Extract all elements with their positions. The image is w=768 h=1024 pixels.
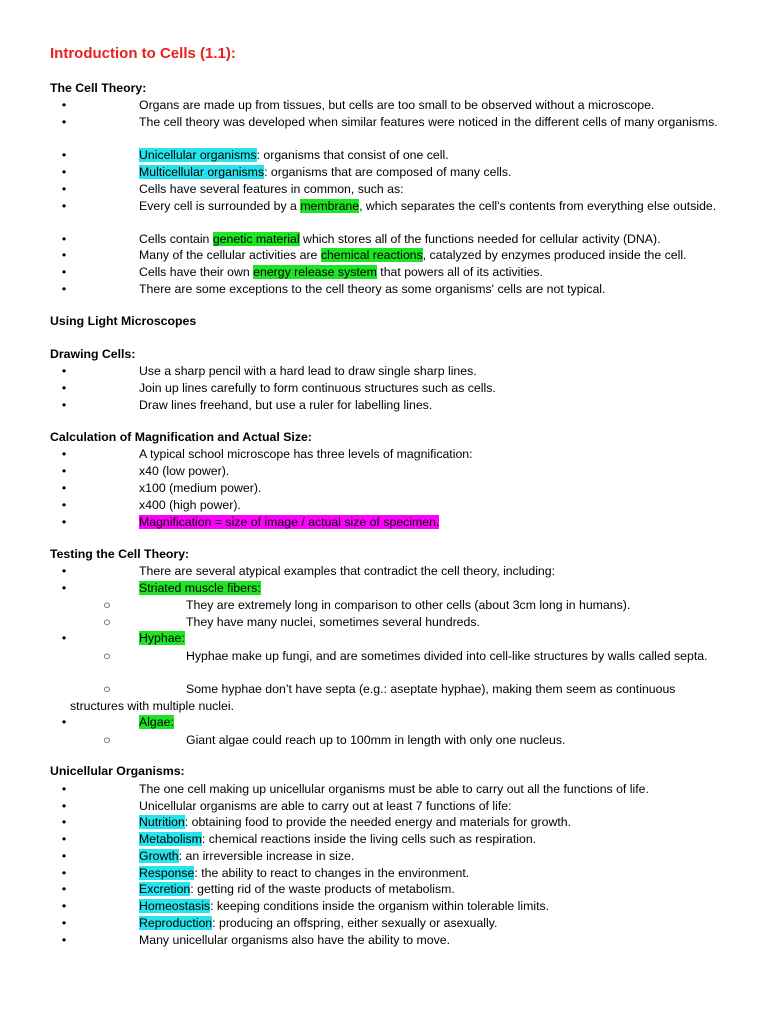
bullet-marker: • [61,148,67,162]
list-item: • The one cell making up unicellular organisms must be able to carry out all the functions of life. [50,781,722,798]
bullet-marker: • [61,882,67,896]
list-item [50,714,722,731]
bullet-marker: • [61,782,67,796]
bullet-marker: • [61,799,67,813]
bullet-marker: • [61,631,67,645]
bullet-marker: • [61,115,67,129]
list-item: • Excretion: getting rid of the waste products of metabolism. [50,881,722,898]
highlighted-term: Striated muscle fibers: [139,581,261,595]
bullet-marker: • [61,899,67,913]
sub-bullet-marker: ○ [103,598,111,612]
highlighted-term: Unicellular organisms [139,148,257,162]
list-item: • Homeostasis: keeping conditions inside the organism within tolerable limits. [50,898,722,915]
highlighted-term: Reproduction [139,916,213,930]
list-item: • A typical school microscope has three levels of magnification: [50,446,722,463]
list-item: • Reproduction: producing an offspring, either sexually or asexually. [50,915,722,932]
list-item: • Organs are made up from tissues, but cells are too small to be observed without a microscope. [50,97,722,114]
highlighted-term: membrane [300,199,360,213]
section-heading-testing: Testing the Cell Theory: [50,547,190,561]
sub-list-item: ○ Some hyphae don’t have septa (e.g.: aseptate hyphae), making them seem as continuous structures with multiple nuclei. [70,682,676,713]
bullet-marker: • [61,715,67,729]
list-item: • Unicellular organisms are able to carry out at least 7 functions of life: [50,798,722,815]
highlighted-term: Algae: [139,715,174,729]
bullet-marker: • [61,199,67,213]
highlighted-term: Metabolism [139,832,202,846]
bullet-marker: • [61,98,67,112]
sub-bullet-marker: ○ [103,733,111,747]
list-item: • Metabolism: chemical reactions inside the living cells such as respiration. [50,831,722,848]
highlighted-term: Nutrition [139,815,185,829]
bullet-marker: • [61,498,67,512]
bullet-marker: • [61,447,67,461]
sub-list-item: ○ Hyphae make up fungi, and are sometimes divided into cell-like structures by walls called septa. [70,648,722,665]
list-item: • Unicellular organisms: organisms that consist of one cell. [50,147,722,164]
sub-bullet-marker: ○ [103,682,111,696]
list-item: • Cells have their own energy release system that powers all of its activities. [50,264,722,281]
list-item: • There are some exceptions to the cell theory as some organisms' cells are not typical. [50,281,722,298]
section-heading-magnification: Calculation of Magnification and Actual Size: [50,430,312,444]
sub-list-item: ○ They have many nuclei, sometimes several hundreds. [50,614,722,631]
sub-bullet-marker: ○ [103,615,111,629]
bullet-marker: • [61,866,67,880]
bullet-marker: • [61,916,67,930]
bullet-marker: • [61,849,67,863]
section-heading-light-microscopes: Using Light Microscopes [50,314,197,328]
section-heading-unicellular: Unicellular Organisms: [50,764,185,778]
list-item [50,514,722,531]
sub-bullet-marker: ○ [103,649,111,663]
bullet-marker: • [61,933,67,947]
bullet-marker: • [61,815,67,829]
list-item: • Use a sharp pencil with a hard lead to draw single sharp lines. [50,363,722,380]
list-item: • Growth: an irreversible increase in size. [50,848,722,865]
list-item: • There are several atypical examples that contradict the cell theory, including: [50,563,722,580]
bullet-marker: • [61,515,67,529]
highlighted-term: Hyphae: [139,631,185,645]
bullet-marker: • [61,232,67,246]
highlighted-term: genetic material [212,232,300,246]
list-item: • Multicellular organisms: organisms that are composed of many cells. [50,164,722,181]
bullet-marker: • [61,165,67,179]
page-title: Introduction to Cells (1.1): [50,45,236,62]
highlighted-term: Homeostasis [139,899,211,913]
highlighted-term: Response [139,866,195,880]
highlighted-term: Excretion [139,882,191,896]
highlighted-term: energy release system [253,265,377,279]
sub-list-item: ○ Giant algae could reach up to 100mm in length with only one nucleus. [50,732,722,749]
bullet-marker: • [61,248,67,262]
list-item: • Join up lines carefully to form continuous structures such as cells. [50,380,722,397]
section-heading-cell-theory: The Cell Theory: [50,81,147,95]
list-item [50,630,722,647]
highlighted-term: chemical reactions [320,248,423,262]
bullet-marker: • [61,564,67,578]
sub-list-item: ○ They are extremely long in comparison to other cells (about 3cm long in humans). [50,597,722,614]
bullet-marker: • [61,398,67,412]
list-item: • Cells contain genetic material which stores all of the functions needed for cellular activity (DNA). [50,231,722,248]
bullet-marker: • [61,581,67,595]
list-item: • Nutrition: obtaining food to provide the needed energy and materials for growth. [50,814,722,831]
list-item: • Cells have several features in common, such as: [50,181,722,198]
bullet-marker: • [61,381,67,395]
highlighted-formula: Magnification = size of image / actual size of specimen. [139,515,440,529]
bullet-marker: • [61,265,67,279]
list-item: • Many unicellular organisms also have the ability to move. [50,932,722,949]
bullet-marker: • [61,832,67,846]
list-item [50,580,722,597]
highlighted-term: Growth [139,849,179,863]
list-item: • The cell theory was developed when similar features were noticed in the different cells of many organisms. [85,114,722,131]
bullet-marker: • [61,182,67,196]
highlighted-term: Multicellular organisms [139,165,265,179]
bullet-marker: • [61,364,67,378]
list-item: • Many of the cellular activities are chemical reactions, catalyzed by enzymes produced inside the cell. [50,247,722,264]
list-item: • Every cell is surrounded by a membrane, which separates the cell's contents from everything else outside. [85,198,722,215]
list-item: • x100 (medium power). [50,480,722,497]
section-heading-drawing-cells: Drawing Cells: [50,347,136,361]
list-item: • Draw lines freehand, but use a ruler for labelling lines. [50,397,722,414]
bullet-marker: • [61,464,67,478]
list-item: • x400 (high power). [50,497,722,514]
bullet-marker: • [61,282,67,296]
list-item: • x40 (low power). [50,463,722,480]
list-item: • Response: the ability to react to changes in the environment. [50,865,722,882]
bullet-marker: • [61,481,67,495]
